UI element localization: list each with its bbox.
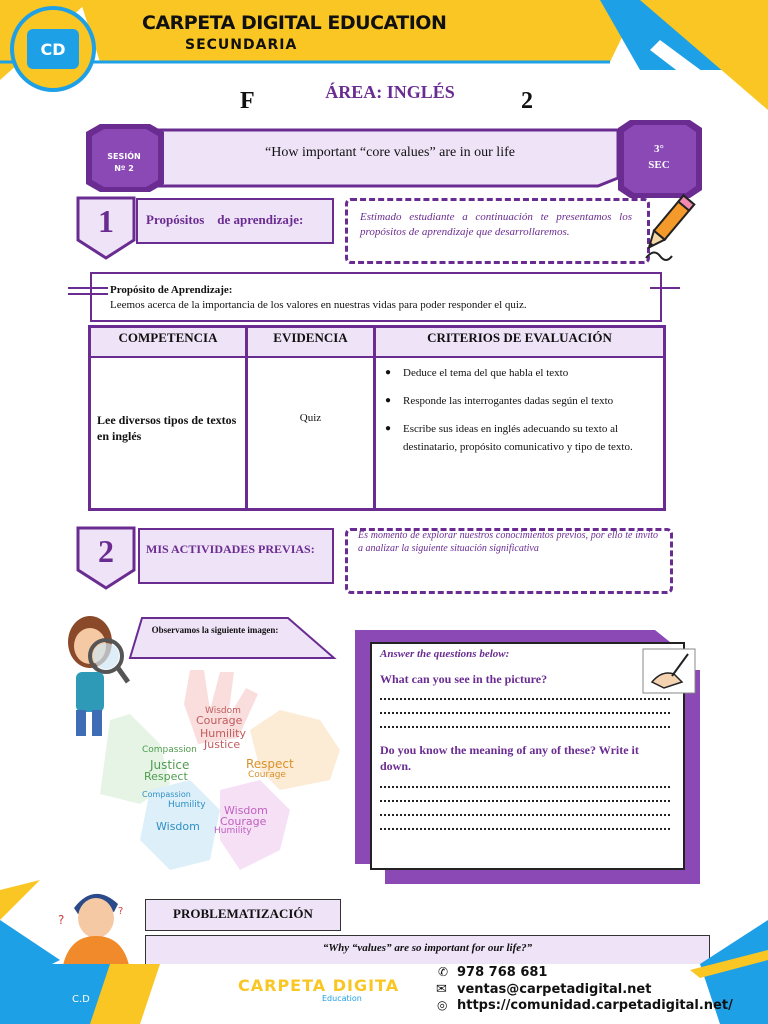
caption-shape: [128, 616, 338, 662]
wordcloud-word: Wisdom: [224, 804, 268, 817]
section2-title: MIS ACTIVIDADES PREVIAS:: [146, 542, 315, 556]
wordcloud-word: Respect: [144, 770, 188, 783]
answer-lines-2: [380, 774, 670, 842]
writing-hand-icon: [642, 648, 696, 694]
svg-text:?: ?: [118, 906, 124, 917]
grade-level: SEC: [648, 159, 670, 171]
answer-line[interactable]: [380, 828, 670, 830]
sheet-title-left: F: [240, 88, 255, 114]
brand-title: CARPETA DIGITAL EDUCATION: [142, 12, 447, 34]
section1-title: Propósitos de aprendizaje:: [146, 212, 304, 227]
question-1: What can you see in the picture?: [380, 672, 548, 686]
section1-number: 1: [98, 203, 114, 239]
svg-text:?: ?: [58, 913, 65, 927]
answer-line[interactable]: [380, 712, 670, 714]
purpose-text: Leemos acerca de la importancia de los valores en nuestras vidas para poder responder el quiz.: [110, 299, 527, 311]
area-label: ÁREA: INGLÉS: [260, 80, 520, 108]
answer-line[interactable]: [380, 800, 670, 802]
answer-line[interactable]: [380, 726, 670, 728]
problem-title: PROBLEMATIZACIÓN: [173, 906, 313, 921]
questions-heading: Answer the questions below:: [380, 648, 510, 660]
sheet-title-right: 2: [521, 88, 533, 114]
purpose-left-line-2: [68, 293, 108, 295]
wordcloud-word: Humility: [200, 727, 246, 740]
footer-email[interactable]: ventas@carpetadigital.net: [457, 982, 652, 997]
wordcloud-word: Compassion: [142, 745, 197, 755]
session-topic: “How important “core values” are in our life: [265, 145, 515, 160]
values-hands-wordcloud: [100, 660, 350, 880]
phone-icon: ✆: [438, 965, 449, 979]
copyright-text: C.D: [72, 994, 90, 1005]
wordcloud-word: Courage: [248, 770, 286, 780]
wordcloud-word: Justice: [204, 738, 241, 751]
table-header-evidencia: EVIDENCIA: [273, 330, 348, 345]
footer-brand-sub: Education: [322, 994, 362, 1003]
criterion-item: ● Deduce el tema del que habla el texto: [381, 364, 651, 382]
footer-phone: 978 768 681: [457, 965, 548, 980]
answer-line[interactable]: [380, 786, 670, 788]
criteria-table: [88, 325, 666, 511]
globe-icon: ◎: [437, 998, 448, 1012]
section2-note: Es momento de explorar nuestros conocimientos previos, por ello te invito a analizar la siguiente situación significativa: [358, 530, 658, 554]
footer-url[interactable]: https://comunidad.carpetadigital.net/: [457, 998, 733, 1013]
logo: [10, 6, 96, 92]
table-cell-criterios: [381, 364, 651, 466]
table-header-competencia: COMPETENCIA: [118, 330, 218, 345]
wordcloud-word: Courage: [220, 815, 267, 828]
table-cell-evidencia: Quiz: [299, 412, 322, 424]
image-caption: Observamos la siguiente imagen:: [151, 625, 279, 635]
wordcloud-word: Respect: [246, 757, 294, 771]
purpose-box: [90, 272, 662, 322]
purpose-right-line: [650, 287, 680, 289]
wordcloud-word: Courage: [196, 714, 243, 727]
session-label: SESIÓN: [107, 152, 141, 161]
footer-brand: CARPETA DIGITA: [238, 976, 400, 995]
section1-note: Estimado estudiante a continuación te presentamos los propósitos de aprendizaje que desarrollaremos.: [360, 211, 632, 238]
table-header-criterios: CRITERIOS DE EVALUACIÓN: [427, 330, 612, 345]
wordcloud-word: Humility: [214, 826, 252, 836]
email-icon: ✉: [436, 982, 447, 997]
grade-number: 3°: [654, 143, 664, 155]
purpose-left-line: [68, 287, 108, 289]
answer-lines-1: [380, 686, 670, 740]
problem-question: “Why “values” are so important for our life?”: [322, 942, 533, 954]
wordcloud-word: Humility: [168, 800, 206, 810]
wordcloud-word: Wisdom: [205, 706, 241, 716]
wordcloud-word: Justice: [150, 758, 190, 772]
question-2: Do you know the meaning of any of these? Write it down.: [380, 743, 639, 773]
section2-number: 2: [98, 533, 114, 569]
purpose-heading: Propósito de Aprendizaje:: [110, 284, 233, 296]
pencil-icon: [636, 188, 698, 264]
session-number: Nº 2: [114, 164, 134, 173]
wordcloud-word: Compassion: [142, 790, 191, 799]
wordcloud-word: Wisdom: [156, 820, 200, 833]
brand-subtitle: SECUNDARIA: [185, 37, 298, 53]
answer-line[interactable]: [380, 814, 670, 816]
logo-text: CD: [27, 29, 79, 69]
table-cell-competencia: Lee diversos tipos de textos en inglés: [97, 413, 237, 443]
criterion-item: ● Responde las interrogantes dadas según el texto: [381, 392, 651, 410]
answer-line[interactable]: [380, 698, 670, 700]
table-divider-2: [373, 328, 376, 508]
criterion-item: ● Escribe sus ideas en inglés adecuando su texto al destinatario, propósito comunicativo y tipo de texto.: [381, 420, 651, 456]
